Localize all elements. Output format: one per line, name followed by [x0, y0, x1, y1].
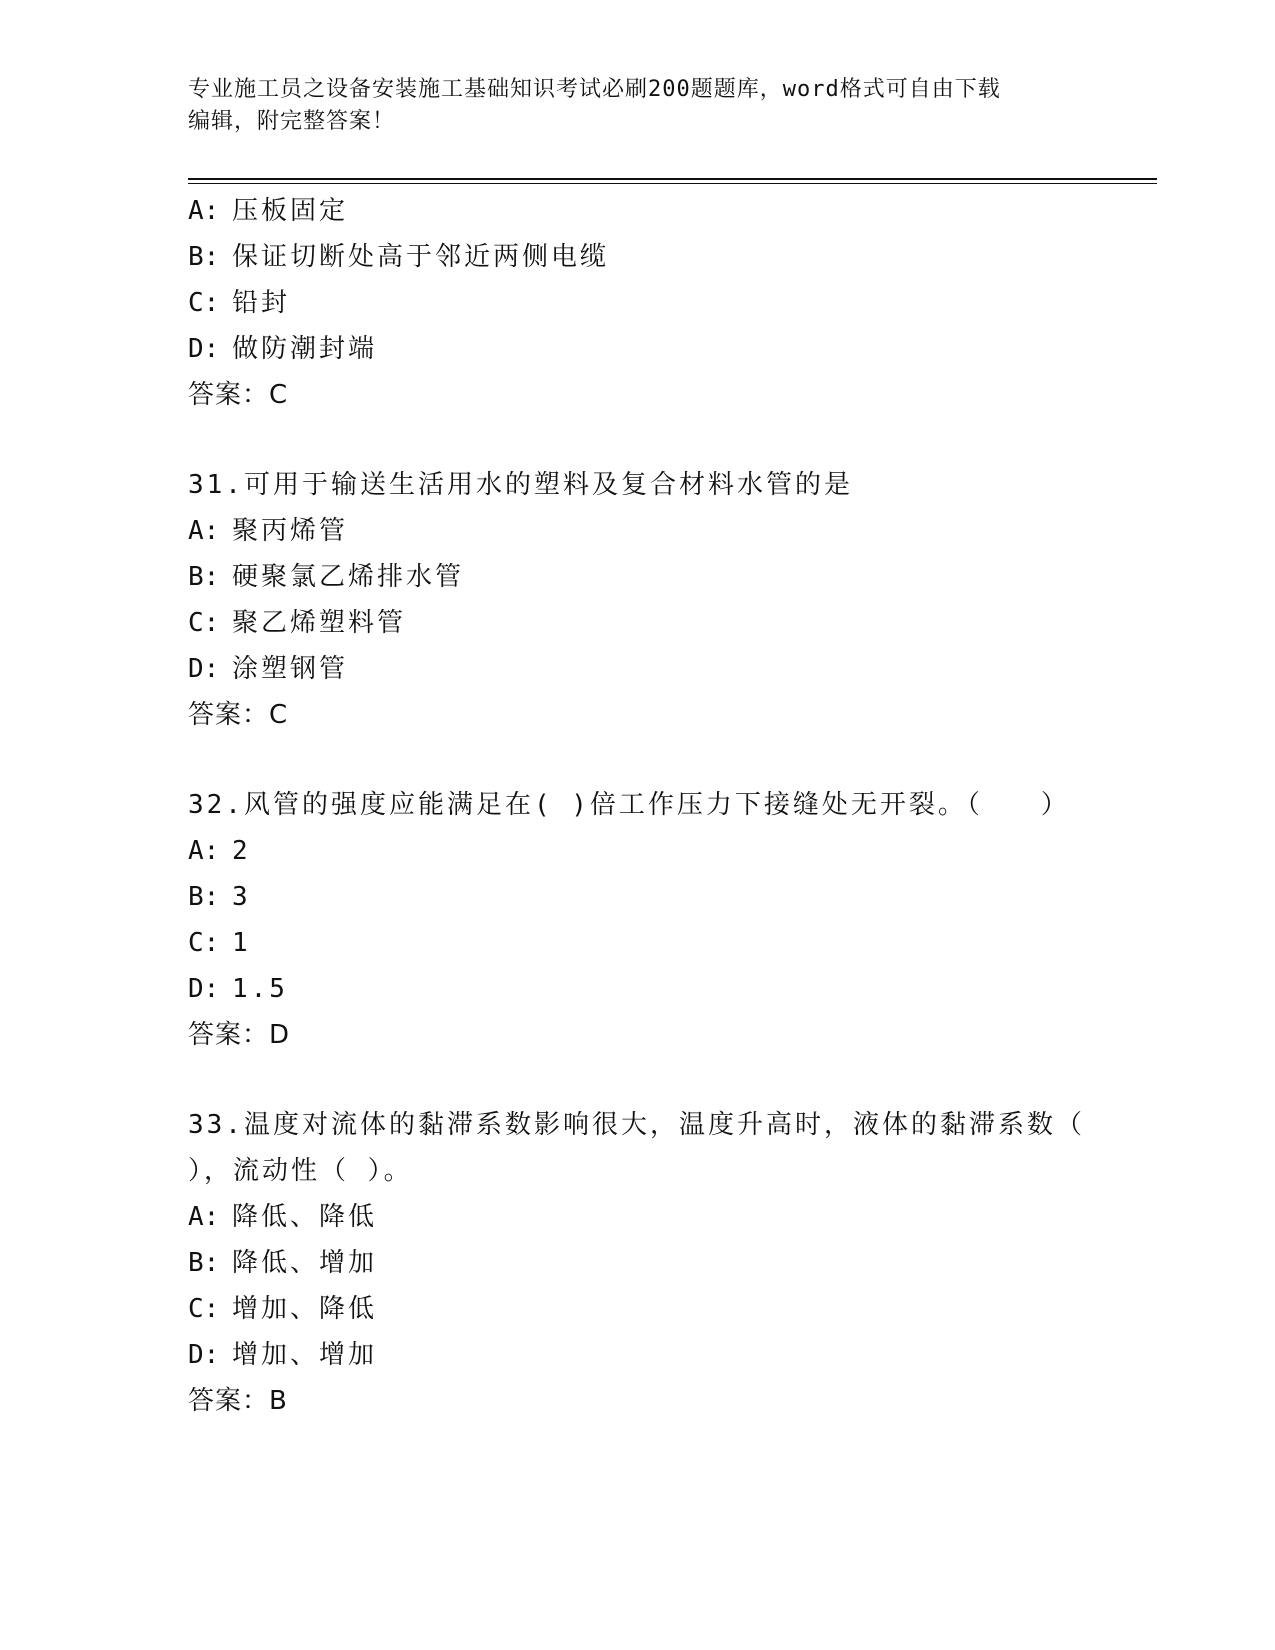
answer-line: 答案：D — [188, 1020, 291, 1050]
option-row — [188, 554, 1088, 600]
option-text: 1.5 — [232, 974, 288, 1004]
option-text: 聚乙烯塑料管 — [232, 608, 407, 638]
option-key: A: — [188, 1202, 220, 1232]
block-spacer — [188, 738, 1088, 782]
option-key: D: — [188, 974, 220, 1004]
option-key: D: — [188, 334, 220, 364]
option-row — [188, 1286, 1088, 1332]
option-key: C: — [188, 608, 220, 638]
option-row — [188, 234, 1088, 280]
option-text: 铅封 — [232, 288, 291, 318]
option-key: C: — [188, 288, 220, 318]
option-row — [188, 828, 1088, 874]
option-text: 增加、增加 — [232, 1340, 378, 1370]
option-text: 1 — [232, 928, 251, 958]
option-row — [188, 600, 1088, 646]
option-row — [188, 188, 1088, 234]
option-key: A: — [188, 196, 220, 226]
header-rule-thin — [188, 183, 1157, 184]
option-key: A: — [188, 516, 220, 546]
option-row — [188, 966, 1088, 1012]
question-block — [188, 188, 1088, 418]
option-row — [188, 920, 1088, 966]
block-spacer — [188, 418, 1088, 462]
question-text: ），流动性（ ）。 — [188, 1156, 413, 1186]
header-line-2: 编辑，附完整答案！ — [188, 109, 396, 134]
question-text: 32.风管的强度应能满足在( )倍工作压力下接缝处无开裂。（ ） — [188, 790, 1070, 820]
option-text: 聚丙烯管 — [232, 516, 349, 546]
option-key: C: — [188, 1294, 220, 1324]
option-text: 硬聚氯乙烯排水管 — [232, 562, 465, 592]
question-block — [188, 782, 1088, 1058]
answer-line: 答案：C — [188, 700, 289, 730]
option-key: D: — [188, 1340, 220, 1370]
option-row — [188, 280, 1088, 326]
option-key: A: — [188, 836, 220, 866]
option-text: 压板固定 — [232, 196, 349, 226]
option-row — [188, 1194, 1088, 1240]
option-text: 3 — [232, 882, 251, 912]
option-text: 做防潮封端 — [232, 334, 378, 364]
option-key: B: — [188, 882, 220, 912]
question-text: 33.温度对流体的黏滞系数影响很大，温度升高时，液体的黏滞系数（ — [188, 1110, 1085, 1140]
option-row — [188, 1332, 1088, 1378]
option-row — [188, 646, 1088, 692]
option-row — [188, 508, 1088, 554]
answer-line: 答案：C — [188, 380, 289, 410]
option-key: B: — [188, 242, 220, 272]
option-text: 涂塑钢管 — [232, 654, 349, 684]
block-spacer — [188, 1058, 1088, 1102]
answer-line: 答案：B — [188, 1386, 288, 1416]
option-text: 2 — [232, 836, 251, 866]
option-key: B: — [188, 1248, 220, 1278]
option-key: D: — [188, 654, 220, 684]
question-text: 31.可用于输送生活用水的塑料及复合材料水管的是 — [188, 470, 853, 500]
document-header — [188, 74, 1088, 138]
option-text: 保证切断处高于邻近两侧电缆 — [232, 242, 610, 272]
option-key: C: — [188, 928, 220, 958]
option-text: 增加、降低 — [232, 1294, 378, 1324]
question-list — [188, 188, 1088, 1424]
header-line-1: 专业施工员之设备安装施工基础知识考试必刷200题题库，word格式可自由下载 — [188, 77, 1001, 102]
header-rule-thick — [188, 178, 1157, 180]
option-text: 降低、增加 — [232, 1248, 378, 1278]
option-text: 降低、降低 — [232, 1202, 378, 1232]
option-row — [188, 326, 1088, 372]
question-block — [188, 462, 1088, 738]
option-row — [188, 1240, 1088, 1286]
option-key: B: — [188, 562, 220, 592]
option-row — [188, 874, 1088, 920]
question-block — [188, 1102, 1088, 1424]
